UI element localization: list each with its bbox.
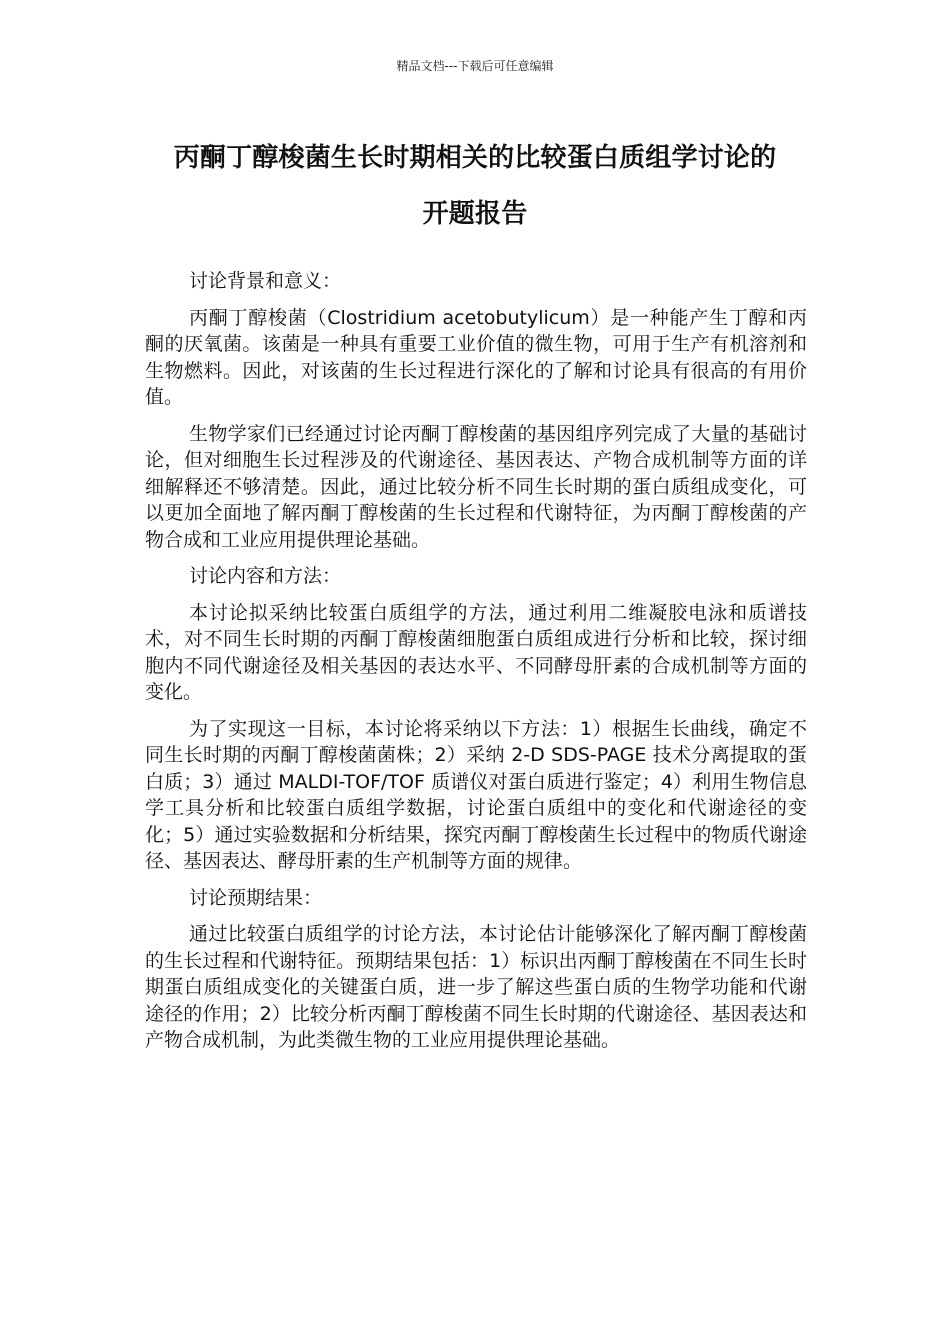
page-header: 精品文档---下载后可任意编辑: [396, 59, 554, 73]
paragraph: 通过比较蛋白质组学的讨论方法，本讨论估计能够深化了解丙酮丁醇梭菌的生长过程和代谢特征。预期结果包括：1）标识出丙酮丁醇梭菌在不同生长时期蛋白质组成变化的关键蛋白质，进一步了解这些蛋白质的生物学功能和代谢途径的作用；2）比较分析丙酮丁醇梭菌不同生长时期的代谢途径、基因表达和产物合成机制，为此类微生物的工业应用提供理论基础。: [145, 923, 807, 1051]
paragraph: 本讨论拟采纳比较蛋白质组学的方法，通过利用二维凝胶电泳和质谱技术，对不同生长时期的丙酮丁醇梭菌细胞蛋白质组成进行分析和比较，探讨细胞内不同代谢途径及相关基因的表达水平、不同酵母肝素的合成机制等方面的变化。: [145, 601, 807, 703]
section-heading-expected-results: 讨论预期结果：: [189, 886, 323, 909]
title-line-1: 丙酮丁醇梭菌生长时期相关的比较蛋白质组学讨论的: [173, 143, 777, 173]
paragraph: 为了实现这一目标，本讨论将采纳以下方法：1）根据生长曲线，确定不同生长时期的丙酮丁醇梭菌菌株；2）采纳 2-D SDS-PAGE 技术分离提取的蛋白质；3）通过 MALDI-TOF/TOF 质谱仪对蛋白质进行鉴定；4）利用生物信息学工具分析和比较蛋白质组学数据，讨论蛋白质组中的变化和代谢途径的变化；5）通过实验数据和分析结果，探究丙酮丁醇梭菌生长过程中的物质代谢途径、基因表达、酵母肝素的生产机制等方面的规律。: [145, 717, 807, 872]
paragraph: 丙酮丁醇梭菌（Clostridium acetobutylicum）是一种能产生丁醇和丙酮的厌氧菌。该菌是一种具有重要工业价值的微生物，可用于生产有机溶剂和生物燃料。因此，对该菌的生长过程进行深化的了解和讨论具有很高的有用价值。: [145, 306, 807, 408]
paragraph: 生物学家们已经通过讨论丙酮丁醇梭菌的基因组序列完成了大量的基础讨论，但对细胞生长过程涉及的代谢途径、基因表达、产物合成机制等方面的详细解释还不够清楚。因此，通过比较分析不同生长时期的蛋白质组成变化，可以更加全面地了解丙酮丁醇梭菌的生长过程和代谢特征，为丙酮丁醇梭菌的产物合成和工业应用提供理论基础。: [145, 422, 807, 551]
section-heading-methods: 讨论内容和方法：: [189, 565, 342, 587]
title-line-2: 开题报告: [422, 199, 528, 229]
document-title: [130, 130, 820, 242]
section-heading-background: 讨论背景和意义：: [189, 270, 342, 292]
document-body: [145, 268, 807, 1064]
